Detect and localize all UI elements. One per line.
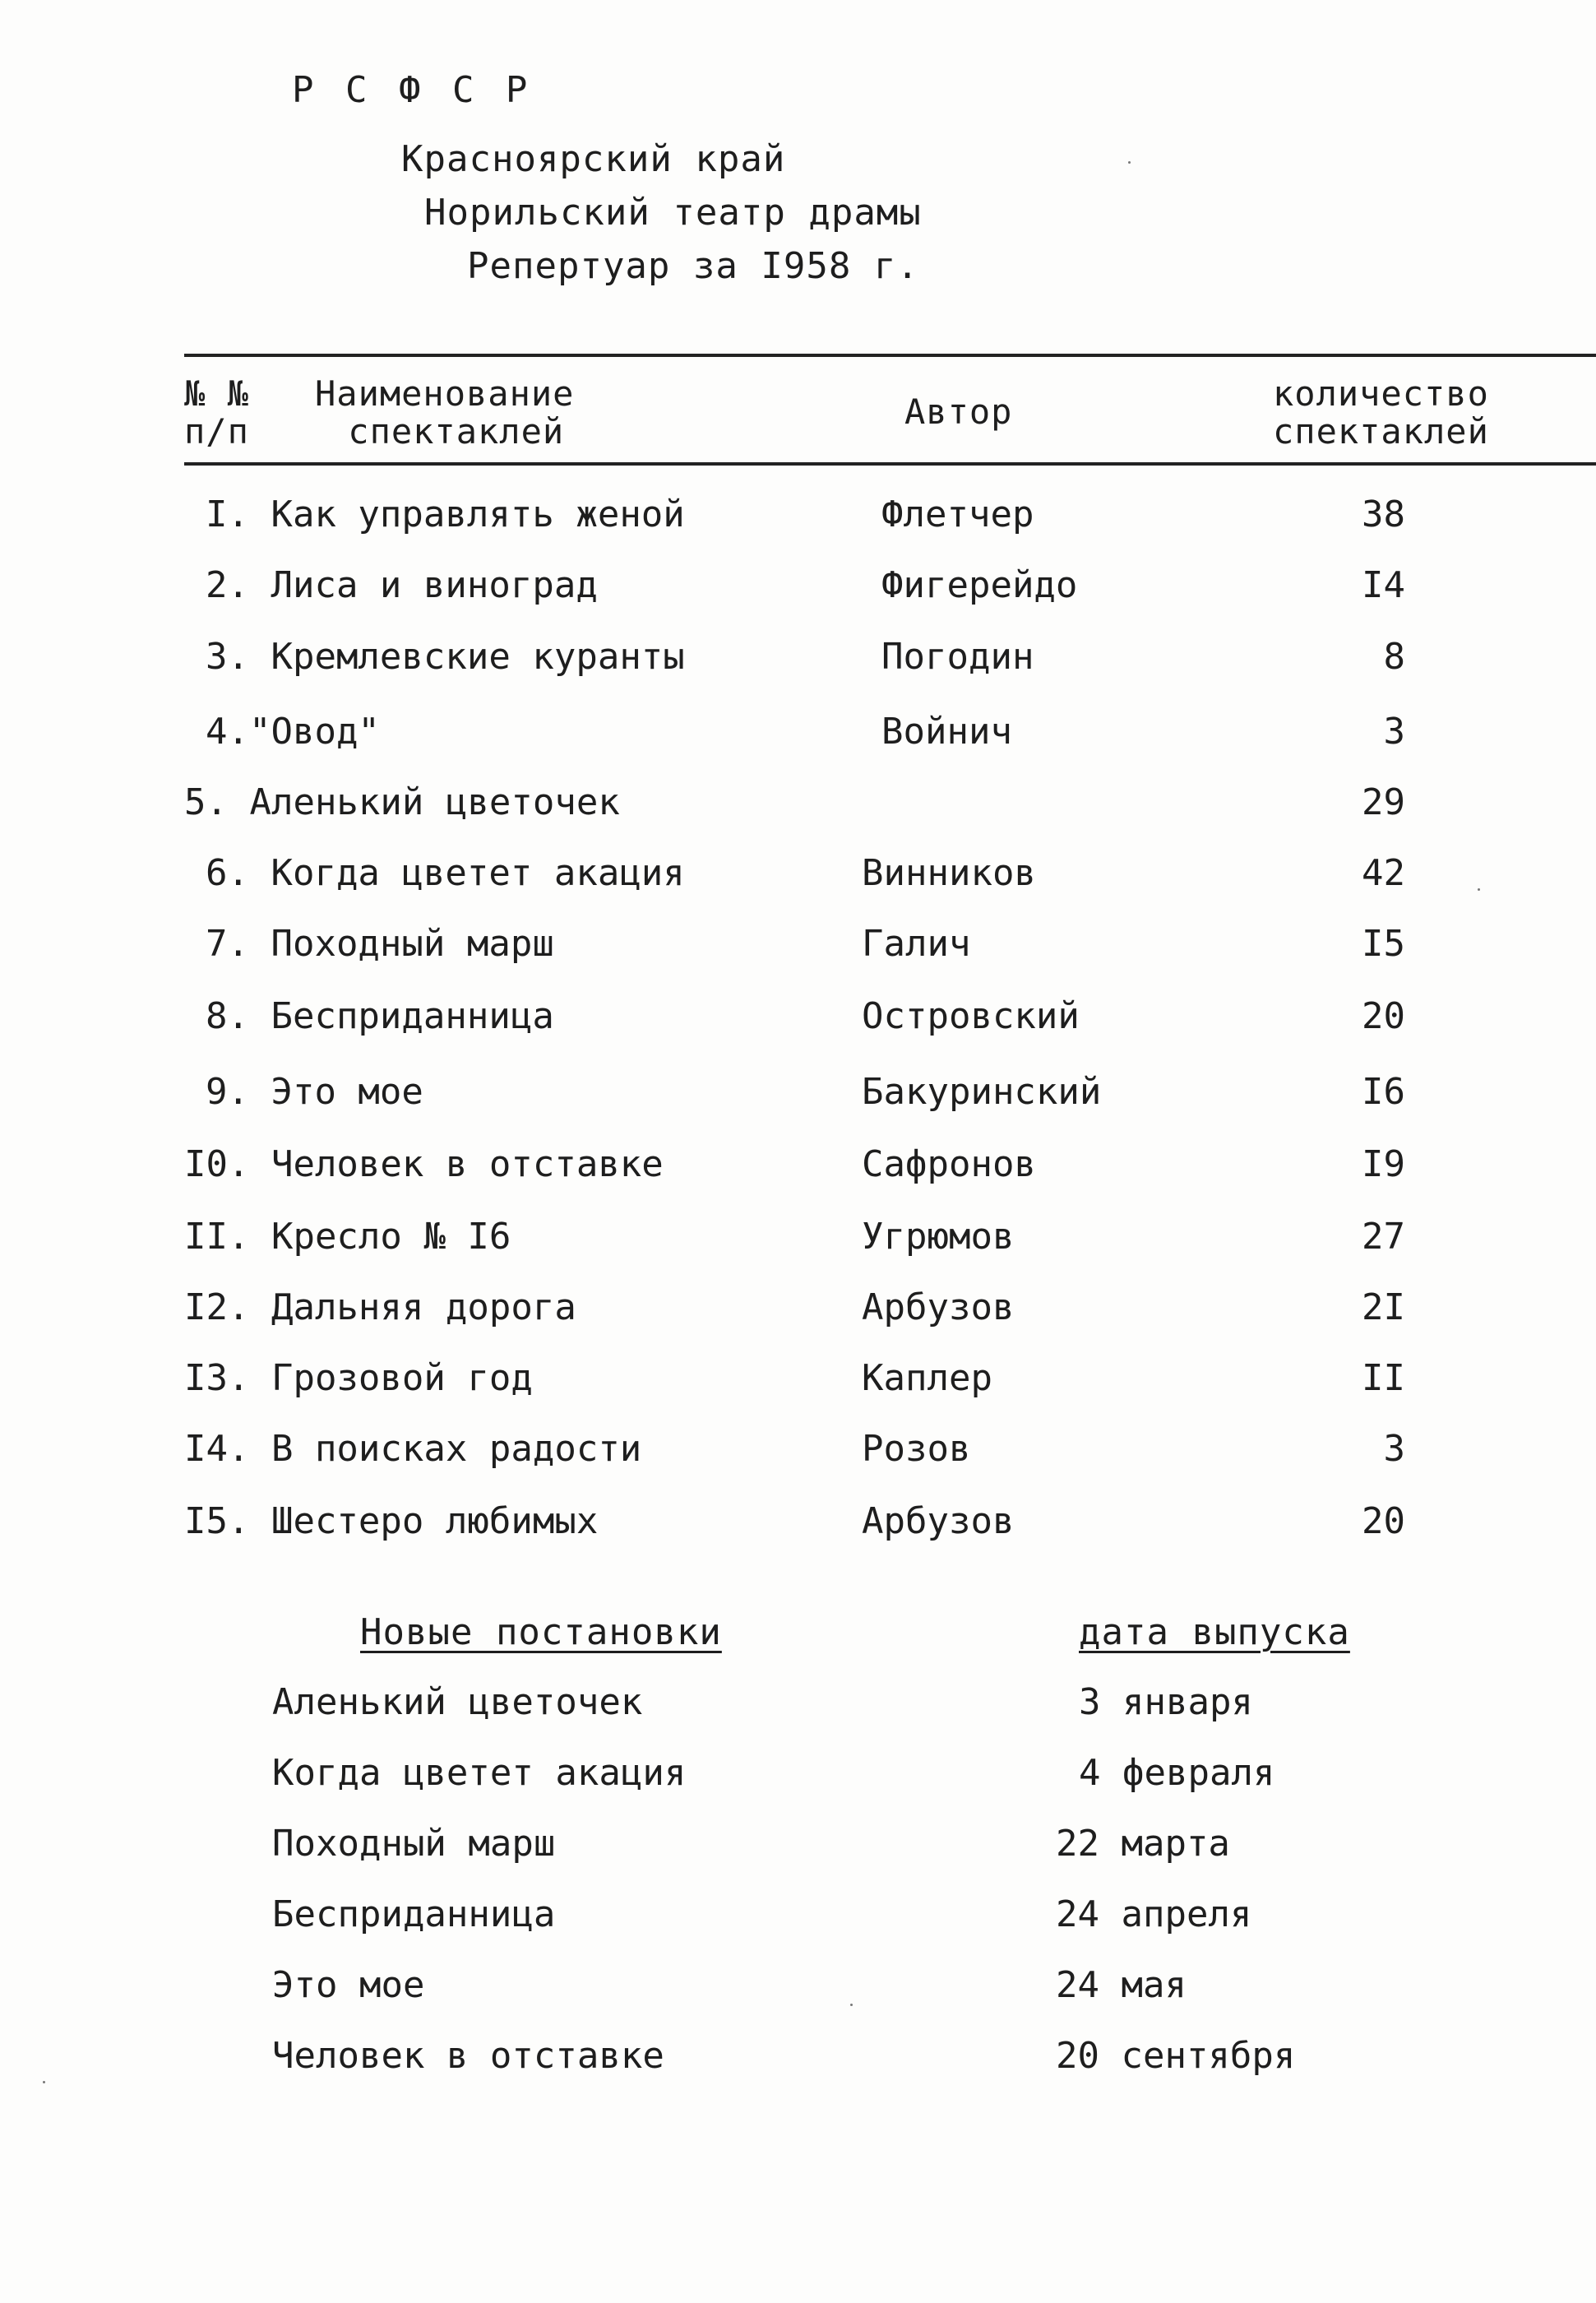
row-title: 6. Когда цветет акация: [206, 852, 685, 894]
table-row: [0, 494, 1596, 543]
row-count: I4: [1362, 564, 1405, 606]
production-title: Когда цветет акация: [272, 1752, 687, 1794]
row-title: I0. Человек в отставке: [184, 1143, 664, 1185]
row-author: Галич: [862, 923, 971, 965]
release-date: 20 сентября: [1056, 2035, 1296, 2077]
row-author: Островский: [862, 995, 1080, 1037]
release-date: 3 января: [1079, 1681, 1253, 1723]
production-title: Это мое: [272, 1964, 425, 2006]
table-row: [0, 781, 1596, 831]
column-header-title-line1: Наименование: [315, 373, 575, 414]
column-header-count-line1: количество: [1273, 373, 1489, 414]
row-count: 27: [1362, 1216, 1405, 1258]
header-country: Р С Ф С Р: [292, 69, 533, 111]
row-title: 5. Аленький цветочек: [184, 781, 620, 823]
table-top-rule: [184, 354, 1596, 357]
list-item: [0, 2035, 1596, 2084]
row-author: Угрюмов: [862, 1216, 1015, 1258]
row-author: Флетчер: [881, 494, 1034, 535]
table-row: [0, 1357, 1596, 1406]
table-row: [0, 564, 1596, 614]
row-title: I5. Шестеро любимых: [184, 1500, 599, 1542]
row-count: 2I: [1362, 1286, 1405, 1328]
paper-speck: [1478, 888, 1480, 891]
row-author: Розов: [862, 1428, 971, 1470]
row-title: 7. Походный марш: [206, 923, 554, 965]
row-title: I3. Грозовой год: [184, 1357, 533, 1399]
list-item: [0, 1752, 1596, 1801]
table-row: [0, 1428, 1596, 1477]
release-date-heading: дата выпуска: [1079, 1611, 1350, 1653]
release-date: 24 мая: [1056, 1964, 1187, 2006]
row-title: 3. Кремлевские куранты: [206, 636, 685, 678]
row-author: Каплер: [862, 1357, 992, 1399]
row-author: Арбузов: [862, 1286, 1015, 1328]
paper-speck: [1128, 161, 1131, 164]
paper-speck: [43, 2081, 45, 2083]
table-row: [0, 995, 1596, 1045]
row-author: Погодин: [881, 636, 1034, 678]
row-title: 2. Лиса и виноград: [206, 564, 598, 606]
row-count: 20: [1362, 1500, 1405, 1542]
column-header-title: [315, 375, 574, 451]
column-header-title-line2: спектаклей: [348, 411, 565, 452]
row-author: Арбузов: [862, 1500, 1015, 1542]
row-title: I. Как управлять женой: [206, 494, 685, 535]
table-row: [0, 852, 1596, 901]
row-count: I9: [1362, 1143, 1405, 1185]
header-repertoire: Репертуар за I958 г.: [467, 245, 919, 287]
row-author: Фигерейдо: [881, 564, 1078, 606]
table-row: [0, 1143, 1596, 1193]
release-date: 22 марта: [1056, 1823, 1230, 1865]
row-count: 38: [1362, 494, 1405, 535]
row-title: 4."Овод": [206, 711, 380, 753]
production-title: Человек в отставке: [272, 2035, 664, 2077]
row-count: 3: [1383, 711, 1405, 753]
row-count: I5: [1362, 923, 1405, 965]
list-item: [0, 1681, 1596, 1731]
row-title: I2. Дальняя дорога: [184, 1286, 576, 1328]
row-count: 42: [1362, 852, 1405, 894]
table-row: [0, 636, 1596, 685]
column-header-count: [1273, 375, 1489, 451]
row-title: 8. Бесприданница: [206, 995, 554, 1037]
row-title: I4. В поисках радости: [184, 1428, 642, 1470]
table-header-rule: [184, 462, 1596, 466]
row-count: II: [1362, 1357, 1405, 1399]
row-author: Сафронов: [862, 1143, 1036, 1185]
column-header-count-line2: спектаклей: [1273, 411, 1489, 452]
row-count: I6: [1362, 1071, 1405, 1113]
list-item: [0, 1893, 1596, 1943]
row-author: Винников: [862, 852, 1036, 894]
header-region: Красноярский край: [401, 138, 786, 180]
new-productions-heading: Новые постановки: [360, 1611, 722, 1653]
list-item: [0, 1823, 1596, 1872]
row-count: 20: [1362, 995, 1405, 1037]
row-title: 9. Это мое: [206, 1071, 423, 1113]
row-count: 29: [1362, 781, 1405, 823]
paper-speck: [850, 2004, 853, 2006]
row-count: 8: [1383, 636, 1405, 678]
row-count: 3: [1383, 1428, 1405, 1470]
release-date: 24 апреля: [1056, 1893, 1252, 1935]
table-row: [0, 1286, 1596, 1336]
table-row: [0, 1500, 1596, 1550]
release-date: 4 февраля: [1079, 1752, 1275, 1794]
column-header-author: Автор: [904, 392, 1013, 432]
list-item: [0, 1964, 1596, 2013]
row-author: Бакуринский: [862, 1071, 1102, 1113]
row-author: Войнич: [881, 711, 1012, 753]
table-row: [0, 923, 1596, 972]
header-theater: Норильский театр драмы: [424, 192, 922, 234]
table-row: [0, 1216, 1596, 1265]
table-row: [0, 711, 1596, 760]
column-header-number-line1: № №: [184, 373, 249, 414]
column-header-number: [184, 375, 249, 451]
table-row: [0, 1071, 1596, 1120]
column-header-number-line2: п/п: [184, 411, 249, 452]
row-title: II. Кресло № I6: [184, 1216, 511, 1258]
production-title: Походный марш: [272, 1823, 556, 1865]
production-title: Бесприданница: [272, 1893, 556, 1935]
production-title: Аленький цветочек: [272, 1681, 643, 1723]
